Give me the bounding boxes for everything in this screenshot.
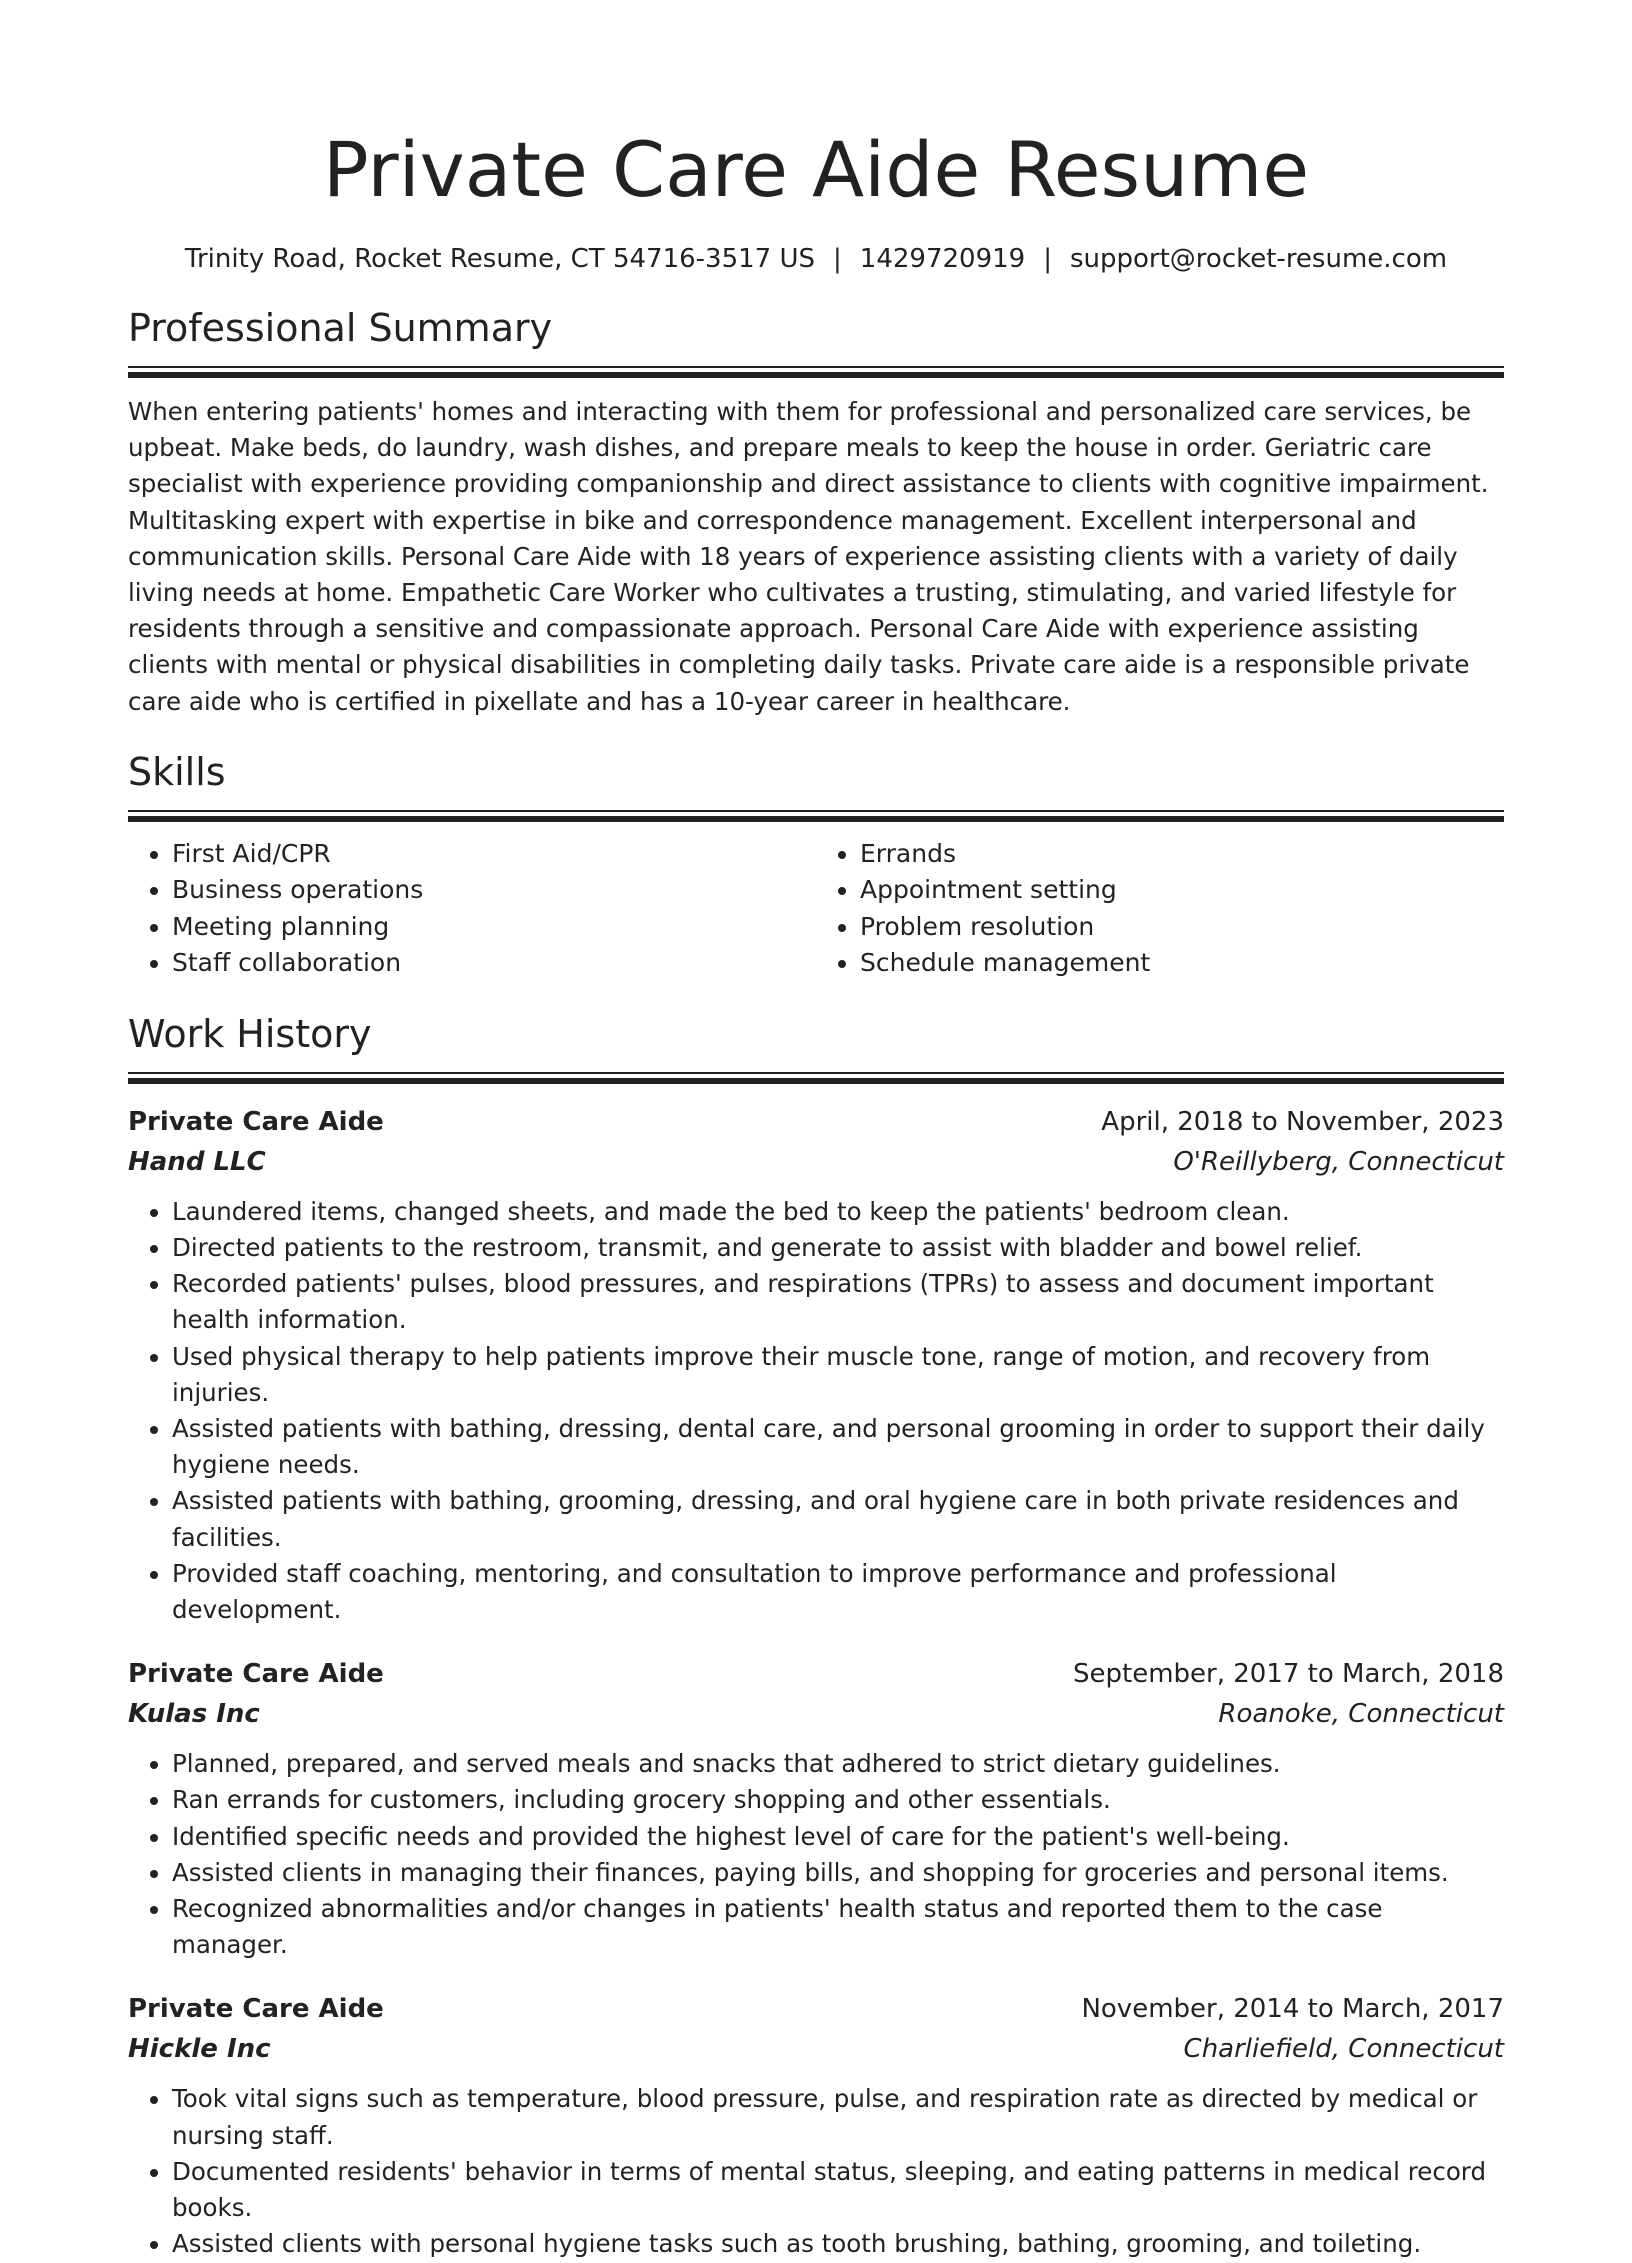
job-company: Kulas Inc <box>128 1699 260 1730</box>
skills-right-list <box>816 836 1504 982</box>
job-company: Hand LLC <box>128 1146 266 1177</box>
contact-email[interactable]: support@rocket-resume.com <box>1069 244 1448 274</box>
job-bullet: • Directed patients to the restroom, transmit, and generate to assist with bladder and bowel relief. <box>172 1230 1504 1266</box>
job-bullet: • Assisted clients in managing their finances, paying bills, and shopping for groceries and personal items. <box>172 1855 1504 1891</box>
contact-separator: | <box>1043 244 1052 274</box>
job-subheader <box>128 1142 1504 1182</box>
job-bullet: • Took vital signs such as temperature, blood pressure, pulse, and respiration rate as directed by medical or nursing staff. <box>172 2081 1504 2153</box>
skill-item: • Appointment setting <box>860 872 1504 909</box>
job-bullet: • Recorded patients' pulses, blood pressures, and respirations (TPRs) to assess and document important health information. <box>172 1266 1504 1338</box>
job-bullet: • Recognized abnormalities and/or changes in patients' health status and reported them to the case manager. <box>172 1891 1504 1963</box>
job-bullet: • Laundered items, changed sheets, and made the bed to keep the patients' bedroom clean. <box>172 1194 1504 1230</box>
job-location: Roanoke, Connecticut <box>1218 1699 1504 1730</box>
section-divider <box>128 810 1504 822</box>
section-divider <box>128 366 1504 378</box>
job-bullet: • Planned, prepared, and served meals and snacks that adhered to strict dietary guidelines. <box>172 1746 1504 1782</box>
skills-heading: Skills <box>128 749 226 794</box>
job-bullets <box>128 2081 1504 2262</box>
job-dates: April, 2018 to November, 2023 <box>1101 1106 1504 1137</box>
skills-section <box>128 748 1504 982</box>
job-header <box>128 1989 1504 2029</box>
resume-title: Private Care Aide Resume <box>322 125 1310 214</box>
job-title: Private Care Aide <box>128 1994 384 2025</box>
job-entry <box>128 1654 1504 1963</box>
skill-item: • Errands <box>860 836 1504 873</box>
job-header <box>128 1102 1504 1142</box>
job-bullet: • Used physical therapy to help patients improve their muscle tone, range of motion, and recovery from injuries. <box>172 1339 1504 1411</box>
skills-left-list <box>128 836 816 982</box>
contact-address: Trinity Road, Rocket Resume, CT 54716-3517 US <box>184 244 816 274</box>
job-bullets <box>128 1194 1504 1628</box>
job-bullet: • Documented residents' behavior in terms of mental status, sleeping, and eating patterns in medical record books. <box>172 2154 1504 2226</box>
job-bullet: • Assisted patients with bathing, dressing, dental care, and personal grooming in order to support their daily hygiene needs. <box>172 1411 1504 1483</box>
skill-item: • Problem resolution <box>860 909 1504 946</box>
work-heading: Work History <box>128 1011 372 1056</box>
skill-item: • Meeting planning <box>172 909 816 946</box>
job-subheader <box>128 1694 1504 1734</box>
summary-section <box>128 304 1504 720</box>
section-divider <box>128 1072 1504 1084</box>
skills-columns <box>128 836 1504 982</box>
job-title: Private Care Aide <box>128 1659 384 1690</box>
job-location: O'Reillyberg, Connecticut <box>1173 1146 1504 1177</box>
contact-phone: 1429720919 <box>859 244 1026 274</box>
skill-item: • First Aid/CPR <box>172 836 816 873</box>
job-bullet: • Provided staff coaching, mentoring, and consultation to improve performance and professional development. <box>172 1556 1504 1628</box>
job-bullets <box>128 1746 1504 1963</box>
job-company: Hickle Inc <box>128 2034 271 2065</box>
job-dates: September, 2017 to March, 2018 <box>1073 1659 1504 1690</box>
summary-heading: Professional Summary <box>128 306 553 350</box>
skill-item: • Schedule management <box>860 945 1504 982</box>
skill-item: • Staff collaboration <box>172 945 816 982</box>
job-bullet: • Assisted clients with personal hygiene tasks such as tooth brushing, bathing, grooming, and toileting. <box>172 2226 1504 2262</box>
summary-text: When entering patients' homes and interacting with them for professional and personalized care services, be upbeat. Make beds, do laundry, wash dishes, and prepare meals to keep the house in order. Geriatric care specialist with experience providing companionship and direct assistance to clients with cognitive impairment. Multitasking expert with expertise in bike and correspondence management. Excellent interpersonal and communication skills. Personal Care Aide with 18 years of experience assisting clients with a variety of daily living needs at home. Empathetic Care Worker who cultivates a trusting, stimulating, and varied lifestyle for residents through a sensitive and compassionate approach. Personal Care Aide with experience assisting clients with mental or physical disabilities in completing daily tasks. Private care aide is a responsible private care aide who is certified in pixellate and has a 10-year career in healthcare. <box>128 397 1489 716</box>
contact-separator: | <box>833 244 842 274</box>
job-bullet: • Ran errands for customers, including grocery shopping and other essentials. <box>172 1782 1504 1818</box>
job-bullet: • Identified specific needs and provided the highest level of care for the patient's well-being. <box>172 1819 1504 1855</box>
job-subheader <box>128 2029 1504 2069</box>
job-entry <box>128 1102 1504 1628</box>
job-header <box>128 1654 1504 1694</box>
job-bullet: • Assisted patients with bathing, grooming, dressing, and oral hygiene care in both private residences and facilities. <box>172 1483 1504 1555</box>
work-section <box>128 1010 1504 2263</box>
job-dates: November, 2014 to March, 2017 <box>1081 1994 1504 2025</box>
skill-item: • Business operations <box>172 872 816 909</box>
job-location: Charliefield, Connecticut <box>1183 2034 1504 2065</box>
job-entry <box>128 1989 1504 2262</box>
contact-line <box>128 242 1504 276</box>
job-title: Private Care Aide <box>128 1106 384 1137</box>
